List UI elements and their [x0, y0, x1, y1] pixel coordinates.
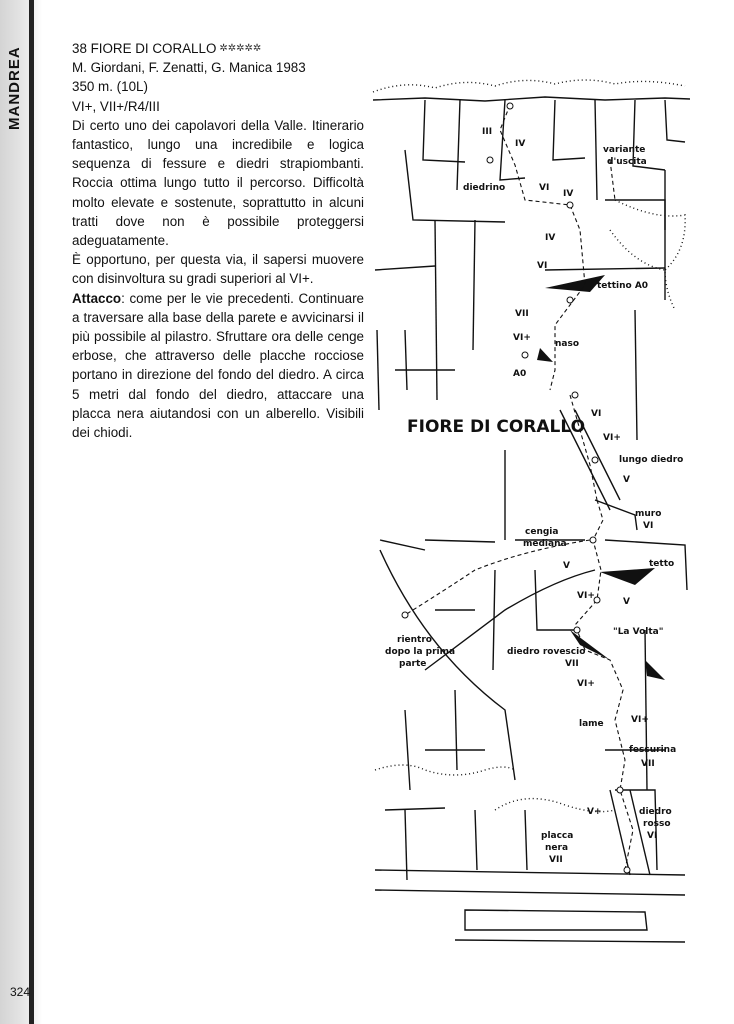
approach-label: Attacco: [72, 290, 122, 306]
route-length: 350 m. (10L): [72, 79, 148, 95]
grade-label: A0: [513, 369, 527, 379]
approach-paragraph: [72, 289, 364, 443]
grade-label: V+: [587, 807, 602, 817]
topo-annotation: cengia: [525, 527, 559, 537]
topo-annotation: lame: [579, 719, 604, 729]
topo-annotation: "La Volta": [613, 627, 664, 637]
grade-label: VII: [641, 759, 655, 769]
page-gutter: [0, 0, 42, 1024]
grade-label: VI+: [513, 333, 531, 343]
grade-label: VI+: [577, 591, 595, 601]
grade-label: VII: [515, 309, 529, 319]
topo-annotation: d'uscita: [607, 157, 647, 167]
topo-annotation: naso: [555, 339, 580, 349]
topo-annotation: tetto: [649, 559, 675, 569]
grade-label: IV: [563, 189, 574, 199]
section-label: MANDREA: [6, 46, 23, 130]
topo-annotation: diedrino: [463, 183, 506, 193]
topo-labels: [385, 127, 683, 865]
grade-label: IV: [515, 139, 526, 149]
approach-text: : come per le vie precedenti. Continuare a traversare alla base della parete e avvicinarsi il più possibile al pilastro. Sfruttare ora delle cenge erbose, che attraverso delle placche rocciose portano in direzione del fondo del diedro. A circa 5 metri dal fondo del diedro, attaccare una placca nera aiutandosi con un alberello. Visibili dei chiodi.: [72, 290, 364, 441]
topo-annotation: parte: [399, 659, 427, 669]
topo-annotation: diedro: [639, 807, 672, 817]
topo-title: FIORE DI CORALLO: [407, 417, 586, 437]
topo-annotation: mediana: [523, 539, 567, 549]
grade-label: VI: [539, 183, 550, 193]
grade-label: VI: [643, 521, 654, 531]
topo-annotation: muro: [635, 509, 662, 519]
description-paragraph: Di certo uno dei capolavori della Valle. Itinerario fantastico, lungo una incredibile e logica sequenza di fessure e diedri strapiombanti. Roccia ottima lungo tutto il percorso. Difficoltà molto elevate e sostenute, soprattutto in alcuni tratti dove non è possibile proteggersi adeguatamente.: [72, 117, 364, 249]
grade-label: V: [623, 597, 630, 607]
route-description: [72, 39, 364, 442]
grade-label: VI: [647, 831, 658, 841]
route-heading: [72, 39, 364, 58]
route-title: 38 FIORE DI CORALLO: [72, 41, 217, 56]
overhang-shapes: [537, 275, 665, 680]
topo-annotation: diedro rovescio: [507, 647, 586, 657]
advice-paragraph: È opportuno, per questa via, il sapersi muovere con disinvoltura su gradi superiori al VI+.: [72, 252, 364, 287]
grade-label: V: [623, 475, 630, 485]
rating-stars-icon: ✲✲✲✲✲: [219, 43, 262, 54]
topo-annotation: nera: [545, 843, 569, 853]
route-authors: M. Giordani, F. Zenatti, G. Manica 1983: [72, 60, 306, 76]
grade-label: VI+: [631, 715, 649, 725]
grade-label: VI: [537, 261, 548, 271]
topo-annotation: lungo diedro: [619, 455, 684, 465]
section-bar: [29, 0, 34, 1024]
grade-label: VII: [549, 855, 563, 865]
route-grade: VI+, VII+/R4/III: [72, 98, 160, 114]
topo-annotation: variante: [603, 145, 646, 155]
topo-annotation: placca: [541, 831, 574, 841]
grade-label: VI+: [577, 679, 595, 689]
page-number: 324: [10, 985, 31, 999]
route-topo-diagram: [365, 70, 705, 970]
grade-label: VI+: [603, 433, 621, 443]
grade-label: VI: [591, 409, 602, 419]
topo-annotation: fessurina: [629, 745, 677, 755]
topo-annotation: rientro: [397, 635, 432, 645]
grade-label: V: [563, 561, 570, 571]
grade-label: III: [482, 127, 493, 137]
grade-label: IV: [545, 233, 556, 243]
topo-annotation: tettino A0: [597, 281, 649, 291]
topo-annotation: dopo la prima: [385, 647, 456, 657]
belay-stations: [402, 103, 630, 873]
topo-annotation: rosso: [643, 819, 671, 829]
grade-label: VII: [565, 659, 579, 669]
